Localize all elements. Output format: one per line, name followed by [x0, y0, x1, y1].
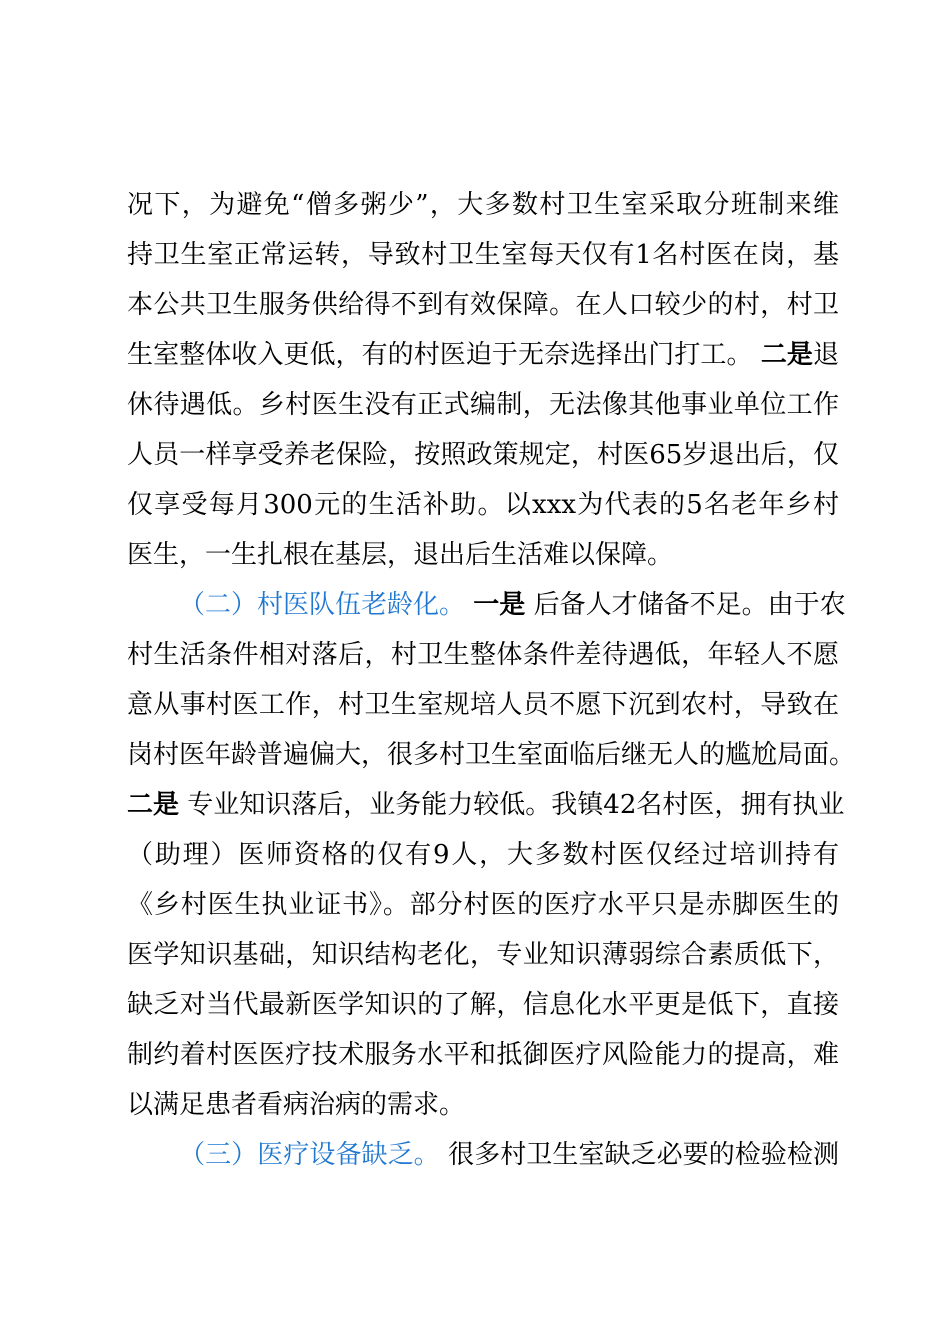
text-fragment: 专业知识落后，业务能力较低。我镇42名村医，拥有执业: [187, 790, 845, 820]
text-line: 以满足患者看病治病的需求。: [127, 1090, 466, 1120]
text-fragment: 后备人才储备不足。由于农: [533, 590, 846, 620]
text-fragment: 生室整体收入更低，有的村医迫于无奈选择出门打工。: [127, 340, 753, 370]
text-line: 医生，一生扎根在基层，退出后生活难以保障。: [127, 540, 674, 570]
text-line: 休待遇低。乡村医生没有正式编制，无法像其他事业单位工作: [127, 390, 839, 420]
emphasis-text: 二是: [760, 340, 813, 370]
text-line: 仅享受每月300元的生活补助。以xxx为代表的5名老年乡村: [127, 490, 839, 520]
text-line: 况下，为避免“僧多粥少”，大多数村卫生室采取分班制来维: [127, 190, 839, 220]
text-line: 制约着村医医疗技术服务水平和抵御医疗风险能力的提高，难: [127, 1040, 839, 1070]
emphasis-text: 二是: [127, 790, 180, 820]
section-heading: （二）村医队伍老龄化。: [179, 590, 466, 620]
text-line: 本公共卫生服务供给得不到有效保障。在人口较少的村，村卫: [127, 290, 839, 320]
text-line: 人员一样享受养老保险，按照政策规定，村医65岁退出后，仅: [127, 440, 839, 470]
text-line: 村生活条件相对落后，村卫生整体条件差待遇低，年轻人不愿: [127, 640, 839, 670]
text-line: [127, 330, 839, 380]
text-line: [127, 1130, 839, 1180]
section-heading: （三）医疗设备缺乏。: [179, 1140, 440, 1170]
text-line: [127, 780, 845, 830]
text-line: 《乡村医生执业证书》。部分村医的医疗水平只是赤脚医生的: [127, 890, 839, 920]
text-line: 持卫生室正常运转，导致村卫生室每天仅有1名村医在岗，基: [127, 240, 839, 270]
text-fragment: 退: [812, 340, 839, 370]
emphasis-text: 一是: [473, 590, 526, 620]
text-line: 缺乏对当代最新医学知识的了解，信息化水平更是低下，直接: [127, 990, 839, 1020]
text-line: 意从事村医工作，村卫生室规培人员不愿下沉到农村，导致在: [127, 690, 839, 720]
text-line: 医学知识基础，知识结构老化，专业知识薄弱综合素质低下，: [127, 940, 839, 970]
text-fragment: 很多村卫生室缺乏必要的检验检测: [448, 1140, 839, 1170]
text-line: [127, 580, 846, 630]
text-line: 岗村医年龄普遍偏大，很多村卫生室面临后继无人的尴尬局面。: [127, 740, 856, 770]
text-line: （助理）医师资格的仅有9人，大多数村医仅经过培训持有: [127, 840, 839, 870]
